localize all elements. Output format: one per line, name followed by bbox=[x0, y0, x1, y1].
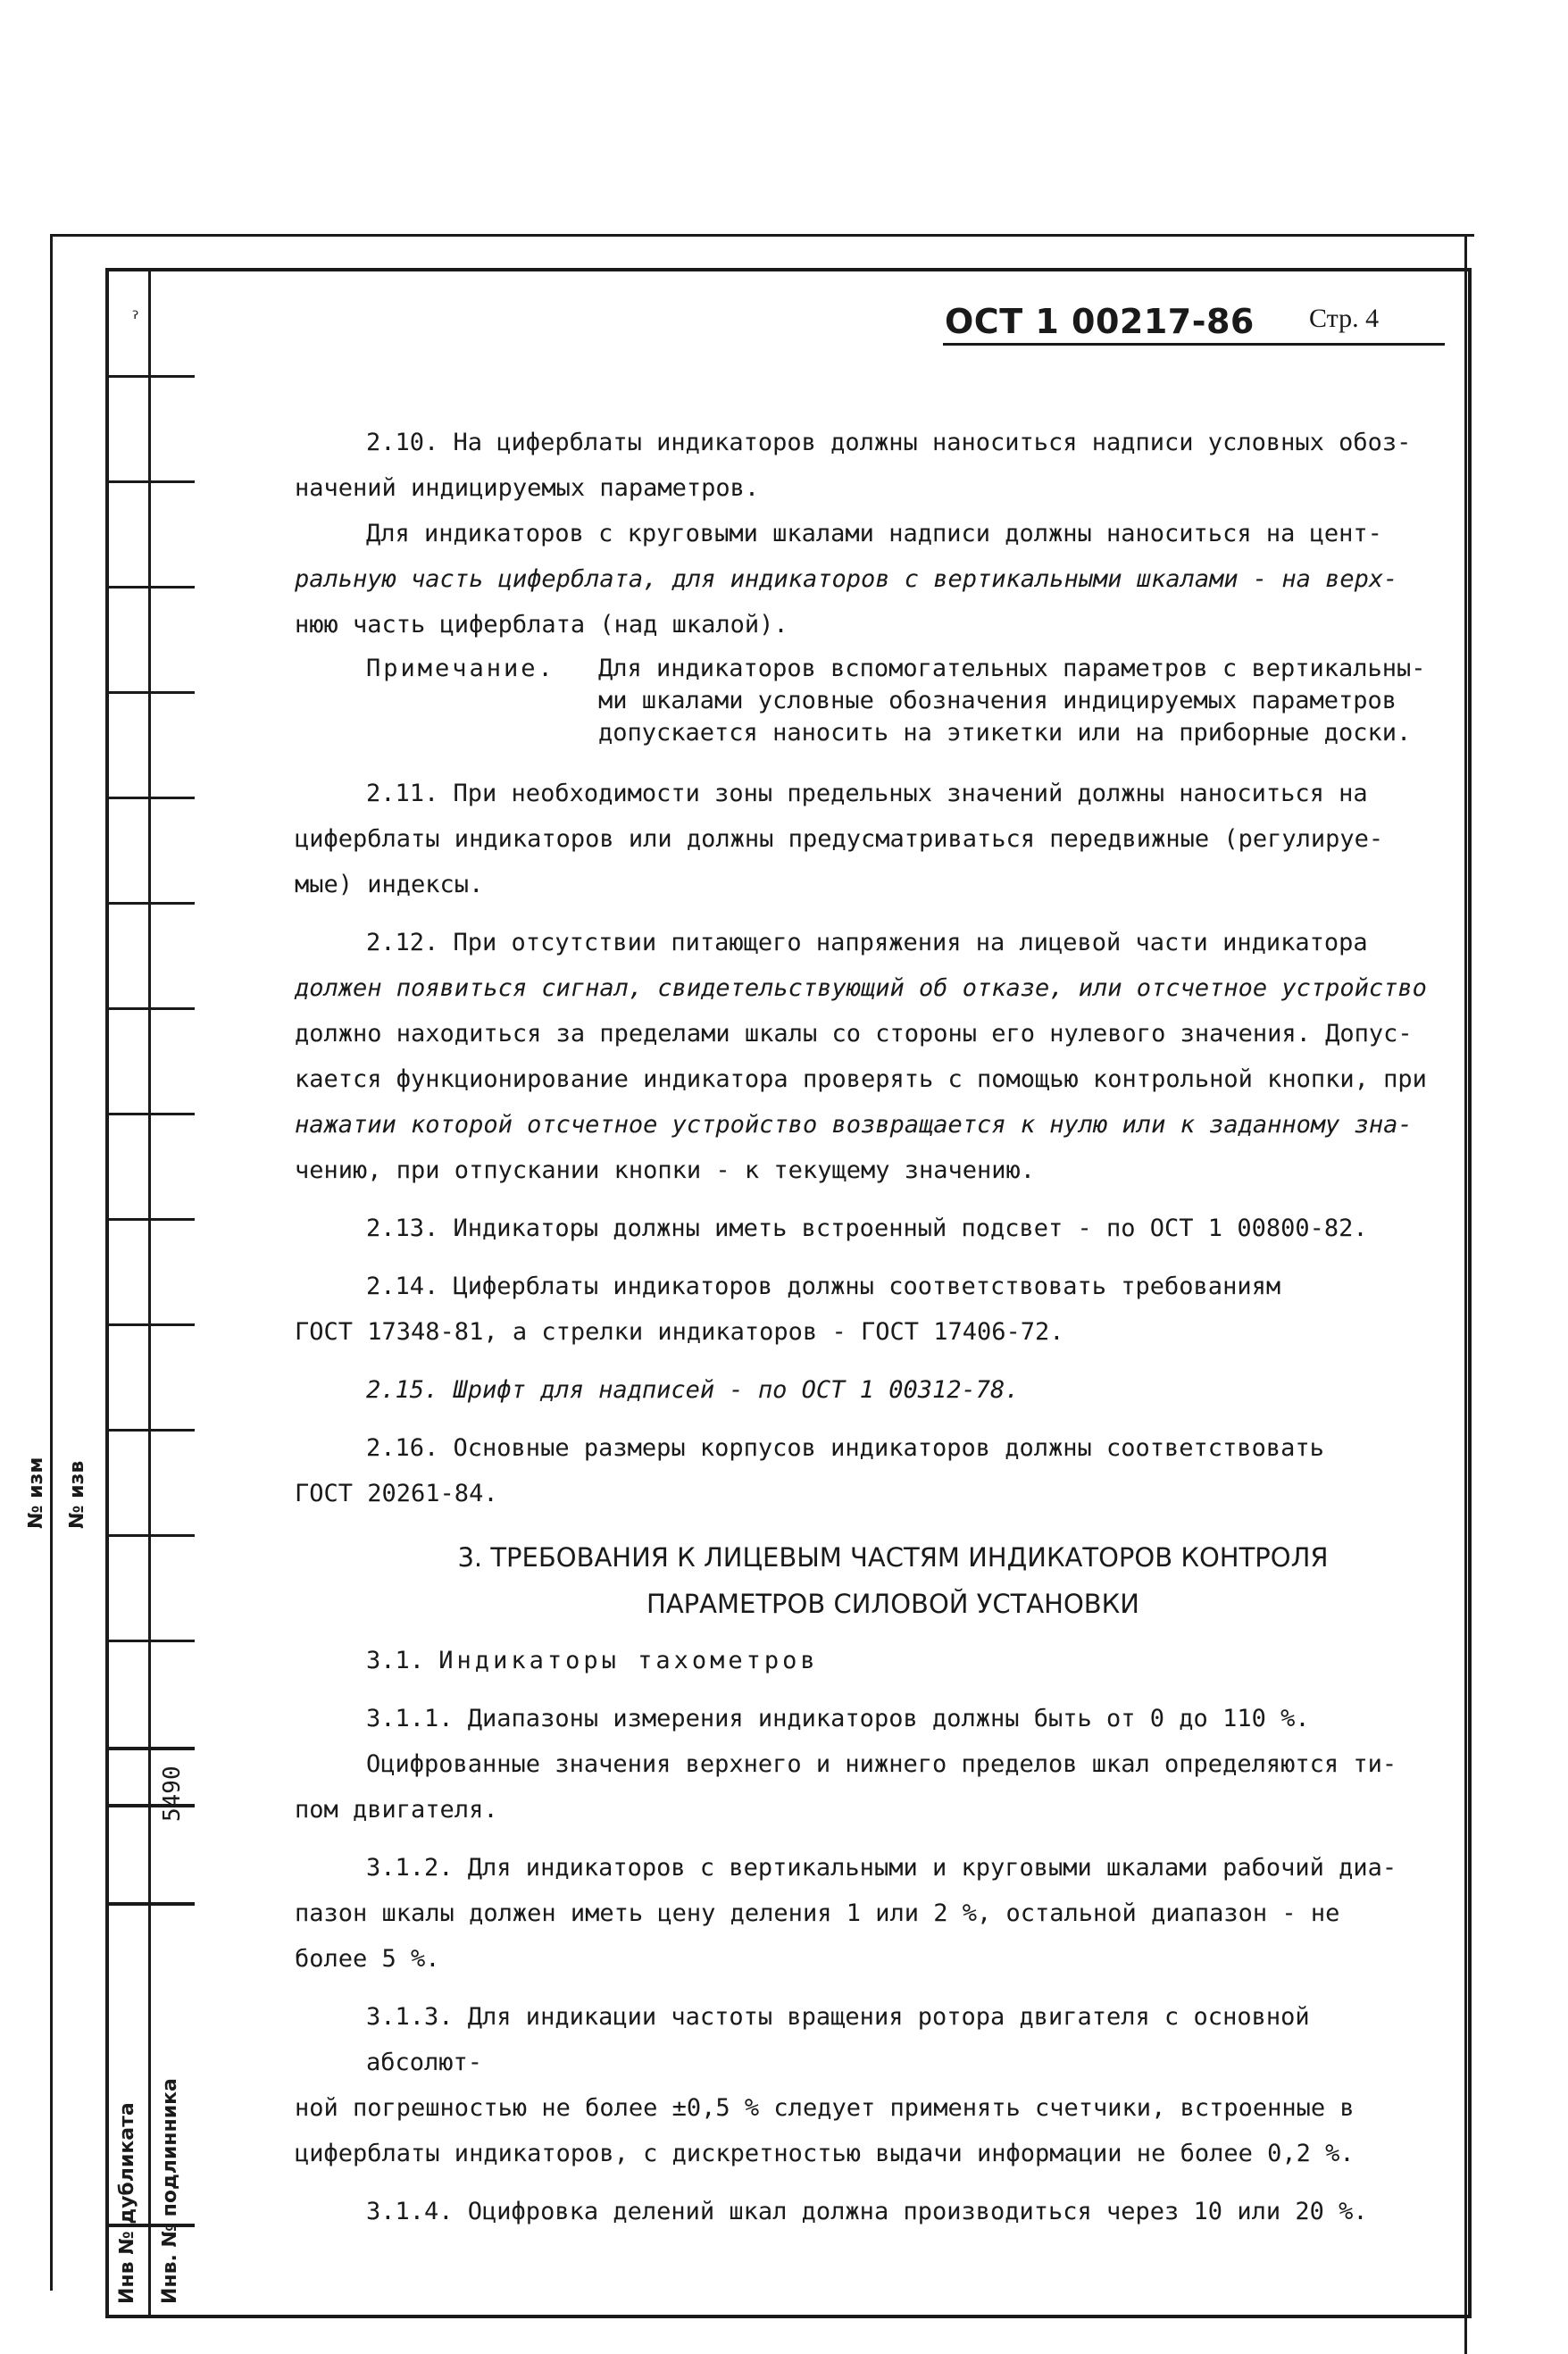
note-line: допускается наносить на этикетки или на приборные доски. bbox=[598, 719, 1412, 747]
duplicate-inventory-label: Инв № дубликата bbox=[116, 2102, 138, 2304]
note-line: Для индикаторов вспомогательных параметров с вертикальны- bbox=[598, 655, 1426, 682]
strip-cell bbox=[105, 1113, 195, 1218]
clause-2-10-text: нюю часть циферблата (над шкалой). bbox=[295, 611, 788, 639]
clause-2-12: должен появиться сигнал, свидетельствующий об отказе, или отсчетное устройство bbox=[295, 974, 1427, 1002]
section-3-heading-line: 3. ТРЕБОВАНИЯ К ЛИЦЕВЫМ ЧАСТЯМ ИНДИКАТОРОВ КОНТРОЛЯ bbox=[457, 1542, 1329, 1573]
strip-cell bbox=[105, 586, 195, 691]
clause-3-1-3: циферблаты индикаторов, с дискретностью выдачи информации не более 0,2 %. bbox=[295, 2140, 1355, 2167]
strip-cell bbox=[105, 1429, 195, 1534]
subsection-number: 3.1. bbox=[366, 1647, 425, 1674]
strip-cell bbox=[105, 691, 195, 797]
clause-3-1-2: 3.1.2. Для индикаторов с вертикальными и круговыми шкалами рабочий диа- bbox=[366, 1854, 1397, 1882]
clause-2-11: 2.11. При необходимости зоны предельных значений должны наноситься на bbox=[366, 780, 1368, 807]
clause-2-13: 2.13. Индикаторы должны иметь встроенный подсвет - по ОСТ 1 00800-82. bbox=[366, 1215, 1368, 1242]
clause-3-1-1-text: Оцифрованные значения верхнего и нижнего пределов шкал определяются ти- bbox=[366, 1750, 1397, 1778]
strip-cell bbox=[105, 1218, 195, 1323]
clause-3-1-2: более 5 %. bbox=[295, 1945, 440, 1973]
strip-cell bbox=[105, 1534, 195, 1640]
strip-cell bbox=[105, 1640, 195, 1747]
clause-2-15: 2.15. Шрифт для надписей - по ОСТ 1 00312-78. bbox=[366, 1376, 1020, 1404]
clause-2-12: должно находиться за пределами шкалы со стороны его нулевого значения. Допус- bbox=[295, 1020, 1413, 1048]
clause-2-12: 2.12. При отсутствии питающего напряжения на лицевой части индикатора bbox=[366, 929, 1368, 956]
clause-3-1-3: ной погрешностью не более ±0,5 % следует применять счетчики, встроенные в bbox=[295, 2094, 1355, 2122]
clause-2-16: ГОСТ 20261-84. bbox=[295, 1480, 498, 1507]
clause-2-11: циферблаты индикаторов или должны предусматриваться передвижные (регулируе- bbox=[295, 825, 1384, 853]
inventory-number: 5490 bbox=[159, 1766, 186, 1822]
strip-cell bbox=[105, 480, 195, 586]
clause-3-1-1: 3.1.1. Диапазоны измерения индикаторов должны быть от 0 до 110 %. bbox=[366, 1705, 1310, 1732]
clause-2-10: начений индицируемых параметров. bbox=[295, 474, 760, 502]
subsection-3-1 bbox=[295, 1638, 1438, 1683]
clause-3-1-4: 3.1.4. Оцифровка делений шкал должна производиться через 10 или 20 %. bbox=[366, 2198, 1368, 2225]
clause-3-1-3: 3.1.3. Для индикации частоты вращения ротора двигателя с основной абсолют- bbox=[366, 2003, 1310, 2076]
note-label: Примечание. bbox=[366, 655, 555, 682]
strip-cell bbox=[105, 902, 195, 1007]
clause-2-12: нажатии которой отсчетное устройство возвращается к нулю или к заданному зна- bbox=[295, 1111, 1413, 1139]
clause-2-10: 2.10. На циферблаты индикаторов должны наноситься надписи условных обоз- bbox=[366, 429, 1412, 456]
strip-cell bbox=[105, 797, 195, 902]
clause-3-1-2: пазон шкалы должен иметь цену деления 1 или 2 %, остальной диапазон - не bbox=[295, 1899, 1340, 1927]
original-inventory-label: Инв. № подлинника bbox=[159, 2078, 181, 2304]
subsection-title: Индикаторы тахометров bbox=[438, 1647, 819, 1674]
izm-label: № изм bbox=[25, 1457, 47, 1529]
strip-cell bbox=[105, 1323, 195, 1429]
section-3-heading-line: ПАРАМЕТРОВ СИЛОВОЙ УСТАНОВКИ bbox=[646, 1589, 1139, 1619]
clause-2-12: чению, при отпускании кнопки - к текущему значению. bbox=[295, 1156, 1036, 1184]
note-block bbox=[295, 653, 1438, 749]
clause-2-11: мые) индексы. bbox=[295, 871, 484, 898]
note-line: ми шкалами условные обозначения индицируемых параметров bbox=[598, 687, 1397, 714]
clause-3-1-1-text: пом двигателя. bbox=[295, 1796, 498, 1824]
strip-cell bbox=[105, 375, 195, 480]
clause-2-10-text: ральную часть циферблата, для индикаторов с вертикальными шкалами - на верх- bbox=[295, 565, 1398, 593]
section-3-heading bbox=[295, 1534, 1438, 1627]
izv-label: № изв bbox=[66, 1460, 88, 1529]
header-rule bbox=[943, 343, 1445, 346]
strip-cell bbox=[105, 1007, 195, 1113]
document-body bbox=[295, 420, 1438, 2234]
stamp-strip bbox=[105, 268, 195, 2318]
page-number: Стр. 4 bbox=[1309, 304, 1380, 333]
clause-2-10-text: Для индикаторов с круговыми шкалами надписи должны наноситься на цент- bbox=[366, 520, 1382, 547]
clause-2-16: 2.16. Основные размеры корпусов индикаторов должны соответствовать bbox=[366, 1434, 1324, 1462]
corner-mark: ˀ bbox=[129, 311, 142, 333]
clause-2-14: 2.14. Циферблаты индикаторов должны соответствовать требованиям bbox=[366, 1273, 1281, 1300]
document-code: ОСТ 1 00217-86 bbox=[945, 302, 1255, 341]
clause-2-14: ГОСТ 17348-81, а стрелки индикаторов - ГОСТ 17406-72. bbox=[295, 1318, 1064, 1346]
clause-2-12: кается функционирование индикатора проверять с помощью контрольной кнопки, при bbox=[295, 1065, 1427, 1093]
